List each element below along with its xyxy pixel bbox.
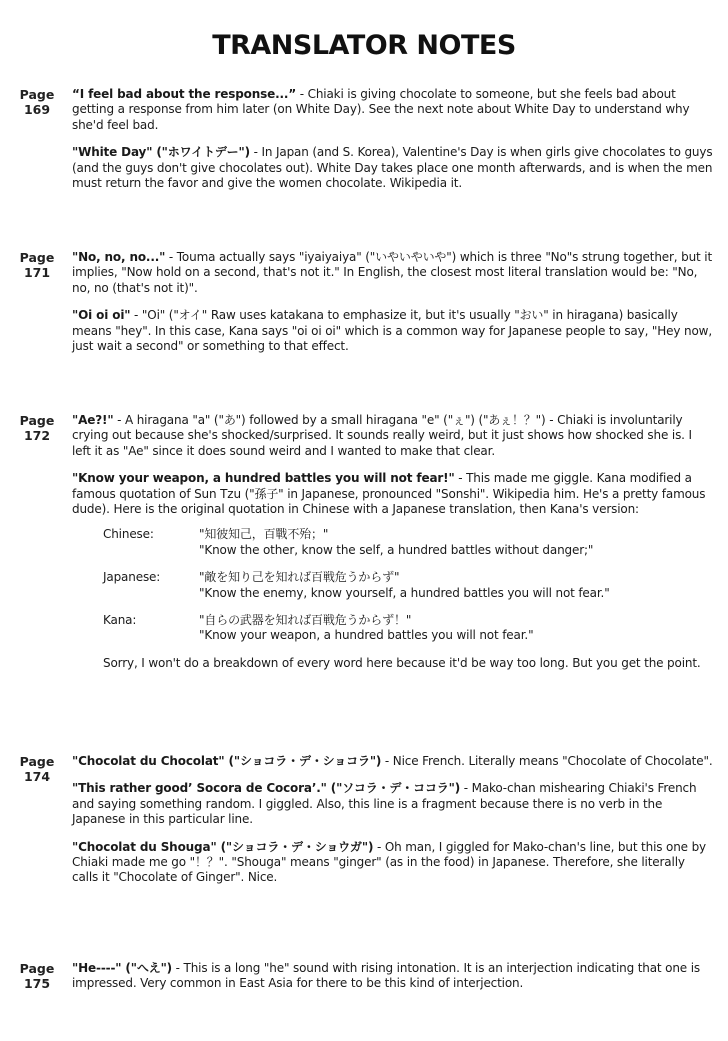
page-label-text: Page [19, 250, 55, 265]
note-text: - "Oi" ("オイ" Raw uses katakana to emphasize it, but it's usually "おい" in hiragana) basically means "hey". In this case, Kana says "oi oi oi" which is a common way for Japanese people to say, "Hey now, just wait a second" or something to that effect. [72, 308, 712, 354]
page-number-label [16, 87, 58, 117]
note [72, 413, 714, 459]
closing-remark: Sorry, I won't do a breakdown of every word here because it'd be way too long. But you get the point. [103, 655, 701, 670]
quotation-original: "自らの武器を知れば百戦危うからず！" [199, 613, 412, 628]
quotation-english: "Know your weapon, a hundred battles you will not fear." [199, 628, 534, 643]
quotation-english: "Know the enemy, know yourself, a hundred battles you will not fear." [199, 585, 610, 600]
page-number: 169 [23, 102, 51, 117]
note-term: "Oi oi oi" [72, 308, 131, 323]
quotation-row-japanese [103, 570, 714, 601]
page-number: 175 [23, 976, 51, 991]
note-term: "No, no, no..." [72, 250, 166, 264]
page-label-text: Page [19, 87, 55, 102]
note-term: "Chocolat du Chocolat" ("ショコラ・デ・ショコラ") [72, 754, 382, 768]
page-title: TRANSLATOR NOTES [212, 30, 516, 61]
note-text: - In Japan (and S. Korea), Valentine's Day is when girls give chocolates to guys (and the guys don't give chocolates out). White Day takes place one month afterwards, and is when the men must return the favor and give the women chocolate. Wikipedia it. [72, 145, 713, 191]
note [72, 250, 714, 296]
quotation-english: "Know the other, know the self, a hundred battles without danger;" [199, 542, 594, 557]
note-term: "He----" ("へえ") [72, 961, 173, 975]
note-term: "Ae?!" [72, 413, 114, 427]
note [72, 145, 714, 191]
note-term: "White Day" ("ホワイトデー") [72, 145, 250, 160]
page-label-text: Page [19, 754, 55, 769]
note-term: “I feel bad about the response...” [72, 87, 297, 101]
note [72, 961, 714, 992]
quotation-row-chinese [103, 527, 714, 558]
note-term: "Chocolat du Shouga" ("ショコラ・デ・ショウガ") [72, 839, 374, 854]
note [72, 840, 714, 886]
quotation-row-kana [103, 613, 714, 644]
quotation-table [103, 527, 714, 643]
note [72, 87, 714, 133]
page-number: 172 [23, 428, 51, 443]
page-number-label [16, 961, 58, 991]
page-number: 171 [23, 265, 51, 280]
page-number-label [16, 250, 58, 280]
quotation-language: Japanese: [103, 570, 161, 585]
quotation-language: Kana: [103, 613, 137, 628]
quotation-language: Chinese: [103, 527, 154, 542]
note [72, 471, 714, 517]
note [72, 308, 714, 354]
note-text: - Nice French. Literally means "Chocolate of Chocolate". [381, 754, 713, 768]
page-number: 174 [23, 769, 51, 784]
page-number-label [16, 754, 58, 784]
note [72, 781, 714, 827]
page-label-text: Page [19, 961, 55, 976]
note-text: - This is a long "he" sound with rising intonation. It is an interjection indicating that one is impressed. Very common in East Asia for there to be this kind of interjection. [72, 961, 700, 991]
quotation-original: "敵を知り己を知れば百戦危うからず" [199, 570, 400, 585]
note-text: - Mako-chan mishearing Chiaki's French and saying something random. I giggled. Also, this line is a fragment because there is no verb in the Japanese in this particular line. [72, 781, 697, 827]
note-text: - Oh man, I giggled for Mako-chan's line, but this one by Chiaki made me go "！？". "Shouga" means "ginger" (as in the food) in Japanese. Therefore, she literally calls it "Chocolate of Ginger". Nice. [72, 839, 706, 885]
quotation-original: "知彼知己，百戰不殆；" [199, 527, 329, 542]
note-term: "This rather good’ Socora de Cocora’." ("ソコラ・デ・ココラ") [72, 781, 461, 796]
note-text: - Chiaki is giving chocolate to someone, but she feels bad about getting a response from him later (on White Day). See the next note about White Day to understand why she'd feel bad. [72, 87, 690, 132]
note-text: - A hiragana "a" ("あ") followed by a small hiragana "e" ("ぇ") ("あぇ！？") - Chiaki is involuntarily crying out because she's shocked/surprised. It sounds really weird, but it just shows how shocked she is. I left it as "Ae" since it does sound weird and I wanted to make that clear. [72, 413, 692, 458]
page-number-label [16, 413, 58, 443]
note [72, 754, 714, 769]
page-label-text: Page [19, 413, 55, 428]
note-term: "Know your weapon, a hundred battles you will not fear!" [72, 471, 455, 486]
note-text: - This made me giggle. Kana modified a famous quotation of Sun Tzu ("孫子" in Japanese, pronounced "Sonshi". Wikipedia him. He's a pretty famous dude). Here is the original quotation in Chinese with a Japanese translation, then Kana's version: [72, 471, 706, 517]
note-text: - Touma actually says "iyaiyaiya" ("いやいやいや") which is three "No"s strung together, but it implies, "Now hold on a second, that's not it." In English, the closest most literal translation would be: "No, no, no (that's not it)". [72, 250, 713, 295]
